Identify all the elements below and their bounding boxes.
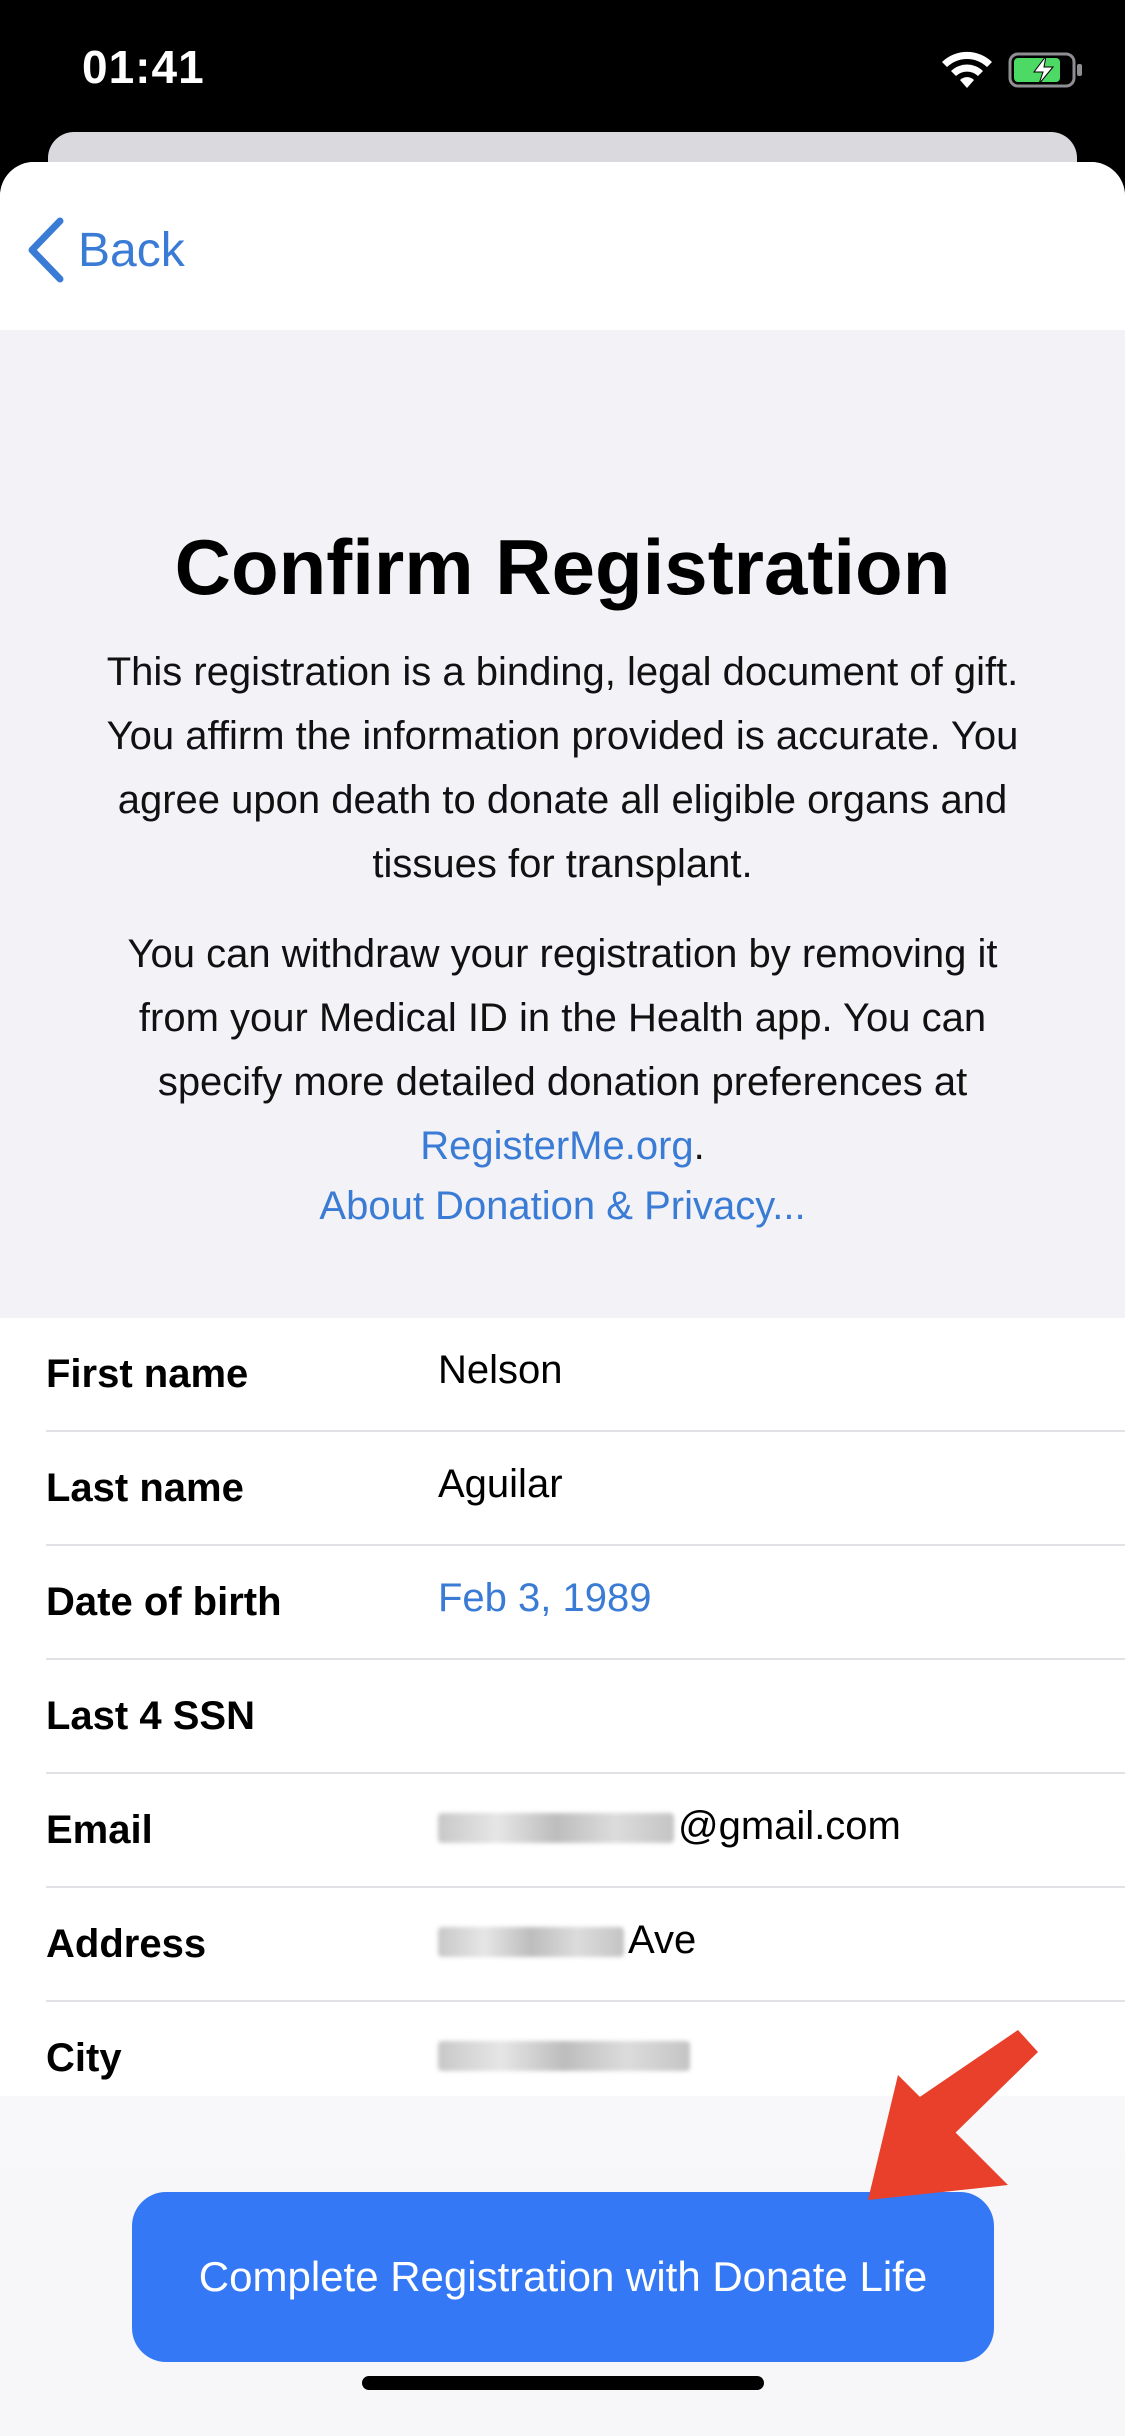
- form-row-email[interactable]: [46, 1774, 1125, 1888]
- address-label: Address: [46, 1922, 207, 1966]
- page-title: Confirm Registration: [174, 523, 951, 611]
- city-value-container: [438, 2032, 694, 2077]
- first-name-value: Nelson: [438, 1348, 563, 1392]
- withdraw-paragraph: [90, 922, 1035, 1178]
- nav-bar: [0, 162, 1125, 330]
- annotation-arrow-icon: [868, 2030, 1048, 2230]
- email-value-container: [438, 1804, 901, 1849]
- form-row-address[interactable]: [46, 1888, 1125, 2002]
- date-of-birth-value[interactable]: Feb 3, 1989: [438, 1576, 652, 1620]
- registerme-link[interactable]: RegisterMe.org: [420, 1124, 694, 1168]
- form-row-first-name[interactable]: [46, 1318, 1125, 1432]
- last-name-label: Last name: [46, 1466, 244, 1510]
- blurred-redaction: [438, 2041, 690, 2071]
- back-label: Back: [78, 223, 185, 277]
- back-button[interactable]: [24, 210, 185, 290]
- blurred-redaction: [438, 1813, 674, 1843]
- address-value-container: [438, 1918, 696, 1963]
- form-row-last-name[interactable]: [46, 1432, 1125, 1546]
- city-label: City: [46, 2036, 122, 2080]
- date-of-birth-label: Date of birth: [46, 1580, 282, 1624]
- battery-charging-icon: [1008, 52, 1084, 88]
- withdraw-text: You can withdraw your registration by removing it from your Medical ID in the Health app. You can specify more detailed donation preferences at: [127, 932, 998, 1104]
- email-value: @gmail.com: [678, 1804, 901, 1848]
- wifi-icon: [940, 50, 994, 90]
- form-row-last-4-ssn[interactable]: [46, 1660, 1125, 1774]
- form-row-date-of-birth[interactable]: [46, 1546, 1125, 1660]
- last-name-value: Aguilar: [438, 1462, 563, 1506]
- withdraw-suffix: .: [693, 1124, 705, 1168]
- email-label: Email: [46, 1808, 153, 1852]
- legal-paragraph: This registration is a binding, legal document of gift. You affirm the information provided is accurate. You agree upon death to donate all eligible organs and tissues for transplant.: [106, 650, 1019, 886]
- address-value: Ave: [628, 1918, 697, 1962]
- chevron-left-icon: [24, 215, 66, 285]
- status-bar: [0, 0, 1125, 132]
- blurred-redaction: [438, 1927, 624, 1957]
- first-name-label: First name: [46, 1352, 249, 1396]
- about-donation-privacy-link[interactable]: About Donation & Privacy...: [319, 1184, 806, 1228]
- last-4-ssn-label: Last 4 SSN: [46, 1694, 255, 1738]
- home-indicator[interactable]: [362, 2376, 764, 2390]
- status-time: 01:41: [82, 41, 205, 93]
- complete-registration-button[interactable]: Complete Registration with Donate Life: [132, 2192, 994, 2362]
